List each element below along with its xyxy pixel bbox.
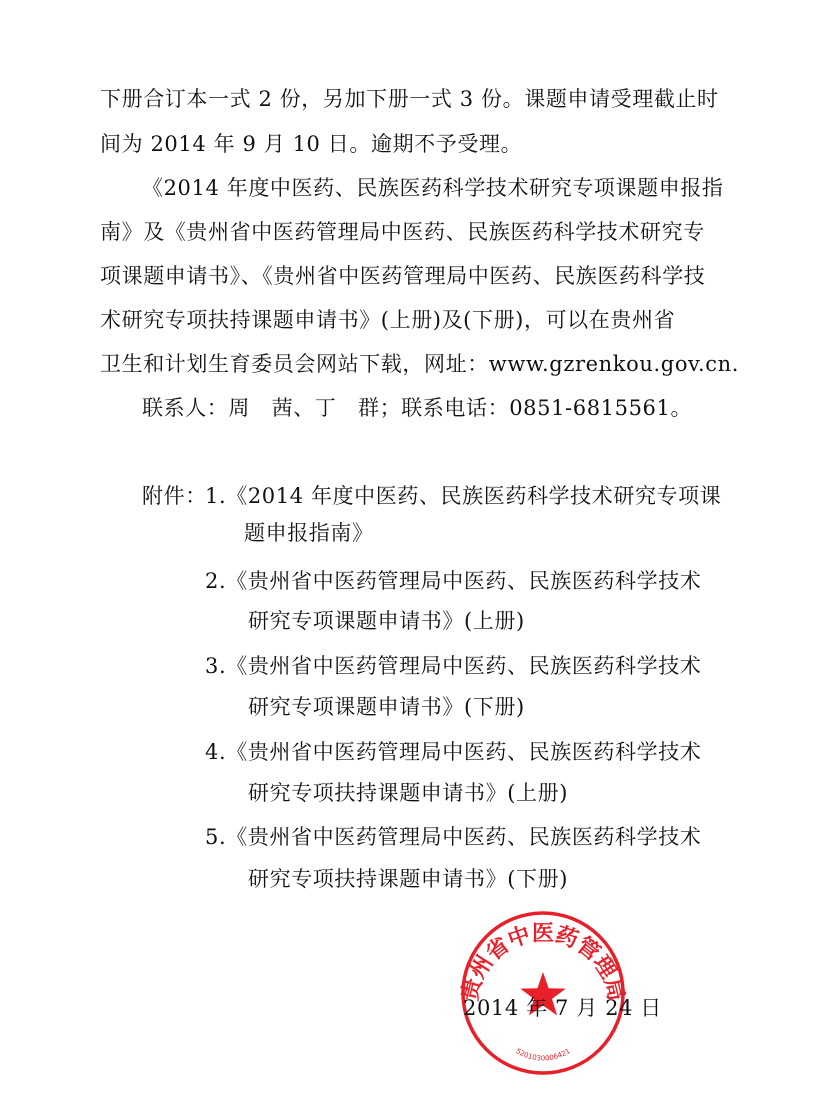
attachment-2-line2: 研究专项课题申请书》(上册) (248, 609, 525, 633)
contact-line: 联系人：周 茜、丁 群；联系电话：0851-6815561。 (142, 396, 693, 420)
attachment-1-line1: 1.《2014 年度中医药、民族医药科学技术研究专项课 (205, 484, 722, 508)
attachment-2-line1: 2.《贵州省中医药管理局中医药、民族医药科学技术 (205, 569, 702, 593)
seal-code: 5201030006421 (514, 1047, 572, 1063)
seal-text: 贵州省中医药管理局 (458, 921, 628, 1004)
attachment-3-line2: 研究专项课题申请书》(下册) (248, 695, 525, 719)
svg-text:5201030006421 (514, 1047, 571, 1062)
paragraph1-line2: 间为 2014 年 9 月 10 日。逾期不予受理。 (100, 132, 523, 156)
attachment-5-line1: 5.《贵州省中医药管理局中医药、民族医药科学技术 (205, 825, 702, 849)
paragraph2-line4: 术研究专项扶持课题申请书》(上册)及(下册)，可以在贵州省 (100, 308, 676, 332)
attachment-1-line2: 题申报指南》 (244, 521, 374, 545)
document-date: 2014 年 7 月 24 日 (463, 996, 662, 1020)
attachment-4-line2: 研究专项扶持课题申请书》(上册) (248, 781, 568, 805)
paragraph2-line3: 项课题申请书》、《贵州省中医药管理局中医药、民族医药科学技 (100, 264, 706, 288)
paragraph2-line5: 卫生和计划生育委员会网站下载，网址：www.gzrenkou.gov.cn. (100, 352, 740, 376)
paragraph1-line1: 下册合订本一式 2 份，另加下册一式 3 份。课题申请受理截止时 (100, 87, 719, 111)
attachment-5-line2: 研究专项扶持课题申请书》(下册) (248, 867, 568, 891)
paragraph2-line2: 南》及《贵州省中医药管理局中医药、民族医药科学技术研究专 (100, 220, 705, 244)
attachment-3-line1: 3.《贵州省中医药管理局中医药、民族医药科学技术 (205, 654, 702, 678)
attachment-4-line1: 4.《贵州省中医药管理局中医药、民族医药科学技术 (205, 740, 702, 764)
paragraph2-line1: 《2014 年度中医药、民族医药科学技术研究专项课题申报指 (142, 176, 724, 200)
attachments-prefix: 附件： (142, 484, 207, 508)
